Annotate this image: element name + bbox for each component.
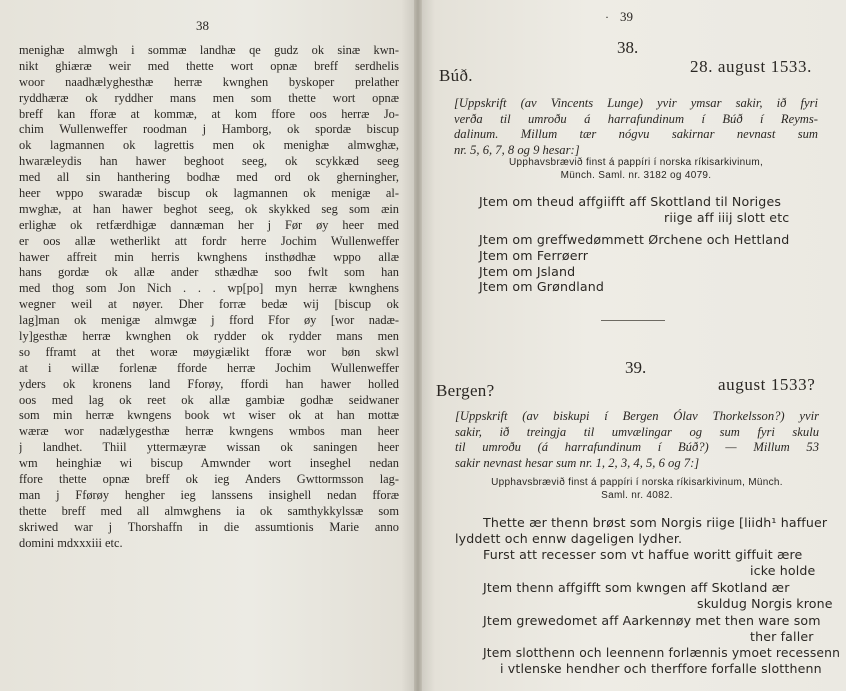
document-38-date: 28. august 1533. bbox=[690, 57, 812, 76]
text-line: thette breff med all almwghens ia ok samthykkylssæ som bbox=[19, 503, 399, 518]
regest-line: nr. 5, 6, 7, 8 og 9 hesar:] bbox=[454, 142, 580, 157]
page-number-right: 39 bbox=[620, 9, 633, 24]
text-line: so fframt at thet woræ møygiælikt fforæ wor bøn skwl bbox=[19, 344, 399, 359]
text-line: ly]gesthæ herræ kwnghen ok rydder ok rydder mans men bbox=[19, 329, 399, 344]
document-39-source bbox=[455, 477, 819, 502]
document-number-39: 39. bbox=[625, 358, 647, 377]
text-line: oos med lag ok reet ok allæ gambiæ godhæ seidwaner bbox=[19, 392, 399, 407]
document-39-date: august 1533? bbox=[718, 375, 816, 394]
text-line: skriwed war j Thorshaffn in die assumtionis Marie anno bbox=[19, 519, 399, 534]
document-38-source bbox=[462, 157, 810, 182]
text-line: man j Fførøy hengher ieg lanssens insighell nedan fforæ bbox=[19, 487, 399, 502]
text-line: wegner weil at nøyer. Dher forræ bedæ wij [biscup ok bbox=[19, 297, 399, 312]
text-line: erlighæ ok retfærdhigæ dannæman her j Før øy heer med bbox=[19, 217, 399, 232]
text-line: menighæ almwgh i sommæ landhæ qe gudz ok sinæ kwn- bbox=[19, 43, 399, 57]
text-line: Jtem grewedomet aff Aarkennøy met then ware som bbox=[483, 613, 821, 628]
text-line: Jtem om Ferrøerr bbox=[479, 248, 589, 263]
regest-line: til umroðu (á harrafundinum í Búð?) — Millum 53 bbox=[455, 440, 819, 455]
text-line: skuldug Norgis krone bbox=[697, 596, 833, 611]
section-divider bbox=[601, 320, 665, 321]
page-dot: · bbox=[605, 10, 609, 24]
text-line: ffore thette opnæ breff ok ieg Anders Gwttormsson lag- bbox=[19, 472, 399, 487]
regest-line: [Uppskrift (av Vincents Lunge) yvir ymsar sakir, ið fyri bbox=[454, 96, 818, 110]
regest-line: sakir nevnast hesar sum nr. 1, 2, 3, 4, 5, 6 og 7:] bbox=[455, 455, 700, 470]
text-line: hawer affreit min herris kwnghens insthødhæ wppo allæ bbox=[19, 249, 399, 264]
regest-line: sakir, ið treingja til umvælingar og sum fyri skulu bbox=[455, 424, 819, 439]
document-38-regest bbox=[454, 96, 818, 158]
text-line: med all sin hanthering bodhæ med ord ok gherningher, bbox=[19, 170, 399, 185]
source-line: Münch. Saml. nr. 3182 og 4079. bbox=[560, 169, 712, 181]
source-line: Saml. nr. 4082. bbox=[601, 489, 673, 501]
text-line: som min herræ kwngens book wt wiser ok at han mottæ bbox=[19, 408, 399, 423]
text-line: icke holde bbox=[750, 563, 816, 578]
text-line: med thog som Jon Nich . . . wp[po] myn herræ kwnghens bbox=[19, 281, 399, 296]
source-line: Upphavsbrævið finst á pappíri í norska ríkisarkivinum, bbox=[508, 157, 764, 168]
regest-line: dalinum. Millum tær nógvu sakirnar nevnast sum bbox=[454, 127, 818, 142]
source-line: Upphavsbrævið finst á pappíri í norska ríkisarkivinum, Münch. bbox=[491, 477, 783, 488]
text-line: mwghæ, at han hawer beghot seeg, ok skykked seg som æin bbox=[19, 201, 399, 216]
document-39-place: Bergen? bbox=[436, 381, 495, 400]
text-line: breff kan fforæ at kommæ, at kom ffore oos herræ Jo- bbox=[19, 106, 399, 121]
text-line: Jtem slotthenn och leennenn forlænnis ymoet recessenn bbox=[483, 645, 841, 660]
book-gutter bbox=[414, 0, 422, 691]
text-line: Jtem om Grøndland bbox=[479, 279, 605, 294]
text-line: ok lagmannen ok lagrettis men ok menighæ almwghæ, bbox=[19, 138, 399, 153]
text-line: er oos allæ wetherlikt att fordr herre Jochim Wullenweffer bbox=[19, 233, 399, 248]
text-line: wm heinghiæ wi biscup Amwnder wort inseghel nedan bbox=[19, 456, 399, 471]
text-line: hans gordæ ok allæ ander sthædhæ soo fwlt som han bbox=[19, 265, 399, 280]
text-line: Furst att recesser som vt haffue woritt giffuit ære bbox=[483, 547, 803, 562]
left-page-text bbox=[19, 43, 399, 552]
text-line: lyddett och ennw dageligen lydher. bbox=[455, 531, 683, 546]
text-line: ryddhæræ ok ryddher mans men som thette wort opnæ bbox=[19, 90, 399, 105]
document-39-regest bbox=[455, 409, 819, 471]
text-line: yders ok kronens land Fforøy, ffordi han hawer holled bbox=[19, 376, 399, 391]
text-line: riige aff iiij slott etc bbox=[664, 210, 790, 225]
text-line: j landhet. Thiil yttermæyræ wissan ok saningen heer bbox=[19, 440, 399, 455]
text-line: lag]man ok menigæ almwgæ j fford Ffor øy [wor nadæ- bbox=[19, 313, 399, 328]
text-line: at i willæ forlenæ fforde herræ Jochim Wullenweffer bbox=[19, 360, 399, 375]
text-line: wæræ wor nadælygesthæ herræ kwngens wmbos man heer bbox=[19, 424, 399, 439]
regest-line: [Uppskrift (av biskupi í Bergen Ólav Thorkelsson?) yvir bbox=[455, 409, 819, 423]
text-line: heer wppo swaradæ biscup ok lagmannen ok menigæ al- bbox=[19, 186, 399, 201]
text-line: domini mdxxxiii etc. bbox=[19, 535, 123, 550]
regest-line: verða til umroðu á harrafundinum í Búð í Reyms- bbox=[454, 111, 818, 126]
text-line: Thette ær thenn brøst som Norgis riige [liidh¹ haffuer bbox=[483, 515, 828, 530]
text-line: i vtlenske hendher och therffore forfalle slotthenn bbox=[500, 661, 822, 676]
document-38-place: Búð. bbox=[439, 66, 473, 85]
text-line: woor naadhælyghesthæ herræ kwnghen byskoper prelather bbox=[19, 74, 399, 89]
page-number-left: 38 bbox=[196, 18, 209, 33]
text-line: nikt ghiæræ weir med thette wort opnæ breff serdhelis bbox=[19, 58, 399, 73]
document-number-38: 38. bbox=[617, 38, 639, 57]
text-line: chim Wullenweffer roodman j Hamborg, ok spordæ biscup bbox=[19, 122, 399, 137]
text-line: Jtem om greffwedømmett Ørchene och Hettland bbox=[479, 232, 790, 247]
text-line: hwaræleydis han hawer beghoot seeg, ok scykkæd seeg bbox=[19, 154, 399, 169]
text-line: ther faller bbox=[750, 629, 814, 644]
text-line: Jtem om theud affgiifft aff Skottland til Noriges bbox=[479, 194, 782, 209]
text-line: Jtem om Jsland bbox=[479, 264, 576, 279]
text-line: Jtem thenn affgifft som kwngen aff Skotland ær bbox=[483, 580, 790, 595]
